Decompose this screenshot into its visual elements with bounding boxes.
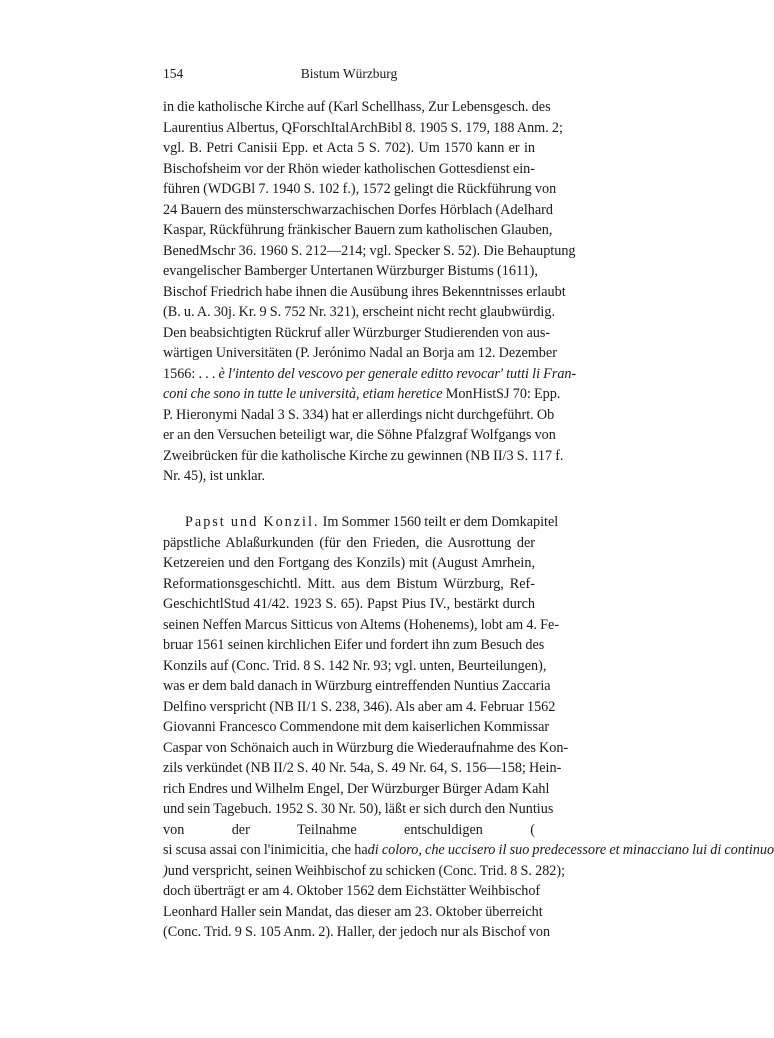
text-line: Leonhard Haller sein Mandat, das dieser am 23. Oktober überreicht (163, 903, 543, 920)
text-line: evangelischer Bamberger Untertanen Würzburger Bistums (1611), (163, 263, 538, 279)
text-line: (B. u. A. 30j. Kr. 9 S. 752 Nr. 321), erscheint nicht recht glaubwürdig. (163, 304, 555, 320)
text-line: er an den Versuchen beteiligt war, die Söhne Pfalzgraf Wolfgangs von (163, 427, 556, 443)
italic-quote: è l'intento del vescovo per generale editto revocar' tutti li Fran- (218, 365, 577, 382)
text-line: Nr. 45), ist unklar. (163, 468, 266, 484)
text-line (163, 861, 566, 882)
text-line: Bischofsheim vor der Rhön wieder katholischen Gottesdienst ein- (163, 160, 535, 177)
text-segment: 1566: . . . (163, 365, 219, 382)
text-line: Zweibrücken für die katholische Kirche zu gewinnen (NB II/3 S. 117 f. (163, 447, 564, 464)
text-line: was er dem bald danach in Würzburg eintreffenden Nuntius Zaccaria (163, 678, 551, 694)
text-line: vgl. B. Petri Canisii Epp. et Acta 5 S. 702). Um 1570 kann er in (163, 140, 535, 156)
text-line: GeschichtlStud 41/42. 1923 S. 65). Papst Pius IV., bestärkt durch (163, 596, 535, 612)
italic-quote: di coloro, che uccisero il suo predecessore et minacciano lui di continuo (367, 842, 774, 858)
text-line (163, 943, 535, 964)
text-line (163, 512, 559, 533)
running-header (163, 66, 535, 86)
text-line: Delfino verspricht (NB II/1 S. 238, 346). Als aber am 4. Februar 1562 (163, 698, 556, 715)
text-line: (Conc. Trid. 9 S. 105 Anm. 2). Haller, der jedoch nur als Bischof von (163, 924, 551, 940)
text-line: führen (WDGBl 7. 1940 S. 102 f.), 1572 gelingt die Rückführung von (163, 181, 557, 197)
paragraph-2 (163, 512, 774, 963)
text-line: Bischof Friedrich habe ihnen die Ausübung ihres Bekenntnisses erlaubt (163, 283, 566, 300)
text-line: P. Hieronymi Nadal 3 S. 334) hat er allerdings nicht durchgeführt. Ob (163, 406, 555, 423)
text-line: Konzils auf (Conc. Trid. 8 S. 142 Nr. 93; vgl. unten, Beurteilungen), (163, 657, 547, 674)
text-line: und sein Tagebuch. 1952 S. 30 Nr. 50), läßt er sich durch den Nuntius (163, 801, 554, 817)
text-line: 24 Bauern des münsterschwarzachischen Dorfes Hörblach (Adelhard (163, 201, 553, 218)
text-line: zils verkündet (NB II/2 S. 40 Nr. 54a, S. 49 Nr. 64, S. 156—158; Hein- (163, 760, 562, 776)
text-line: Reformationsgeschichtl. Mitt. aus dem Bistum Würzburg, Ref- (163, 575, 535, 592)
text-line: Kaspar, Rückführung fränkischer Bauern zum katholischen Glauben, (163, 222, 553, 238)
text-line: Giovanni Francesco Commendone mit dem kaiserlichen Kommissar (163, 719, 550, 735)
text-line: Den beabsichtigten Rückruf aller Würzburger Studierenden von aus- (163, 324, 551, 341)
text-line: Laurentius Albertus, QForschItalArchBibl 8. 1905 S. 179, 188 Anm. 2; (163, 119, 563, 136)
text-line (163, 840, 774, 861)
italic-quote: ) (163, 862, 168, 879)
paragraph-1 (163, 97, 577, 487)
text-line: rich Endres und Wilhelm Engel, Der Würzburger Bürger Adam Kahl (163, 780, 550, 797)
text-segment: Im Sommer 1560 teilt er dem Domkapitel (319, 514, 559, 530)
text-line: Caspar von Schönaich auch in Würzburg die Wiederaufnahme des Kon- (163, 739, 569, 756)
text-segment: MonHistSJ 70: Epp. (442, 386, 561, 402)
text-line (163, 364, 577, 385)
text-line: BenedMschr 36. 1960 S. 212—214; vgl. Specker S. 52). Die Behauptung (163, 242, 576, 259)
text-line: von der Teilnahme entschuldigen ( (163, 821, 535, 838)
page-number: 154 (163, 66, 184, 81)
text-line: doch überträgt er am 4. Oktober 1562 dem Eichstätter Weihbischof (163, 883, 541, 899)
text-line: bruar 1561 seinen kirchlichen Eifer und fordert ihn zum Besuch des (163, 637, 545, 653)
text-line: seinen Neffen Marcus Sitticus von Altems (Hohenems), lobt am 4. Fe- (163, 616, 560, 633)
text-line: in die katholische Kirche auf (Karl Schellhass, Zur Lebensgesch. des (163, 99, 551, 115)
text-line: wärtigen Universitäten (P. Jerónimo Nadal an Borja am 12. Dezember (163, 345, 557, 361)
text-line (163, 384, 561, 405)
running-title: Bistum Würzburg (300, 66, 398, 81)
text-segment: und verspricht, seinen Weihbischof zu schicken (Conc. Trid. 8 S. 282); (167, 862, 566, 879)
text-segment: si scusa assai con l'inimicitia, che ha (163, 842, 368, 858)
text-line: Ketzereien und den Fortgang des Konzils) mit (August Amrhein, (163, 555, 535, 571)
text-line: päpstliche Ablaßurkunden (für den Frieden, die Ausrottung der (163, 534, 535, 551)
section-heading: Papst und Konzil. (185, 514, 320, 530)
italic-quote: coni che sono in tutte le università, etiam heretice (163, 386, 443, 402)
